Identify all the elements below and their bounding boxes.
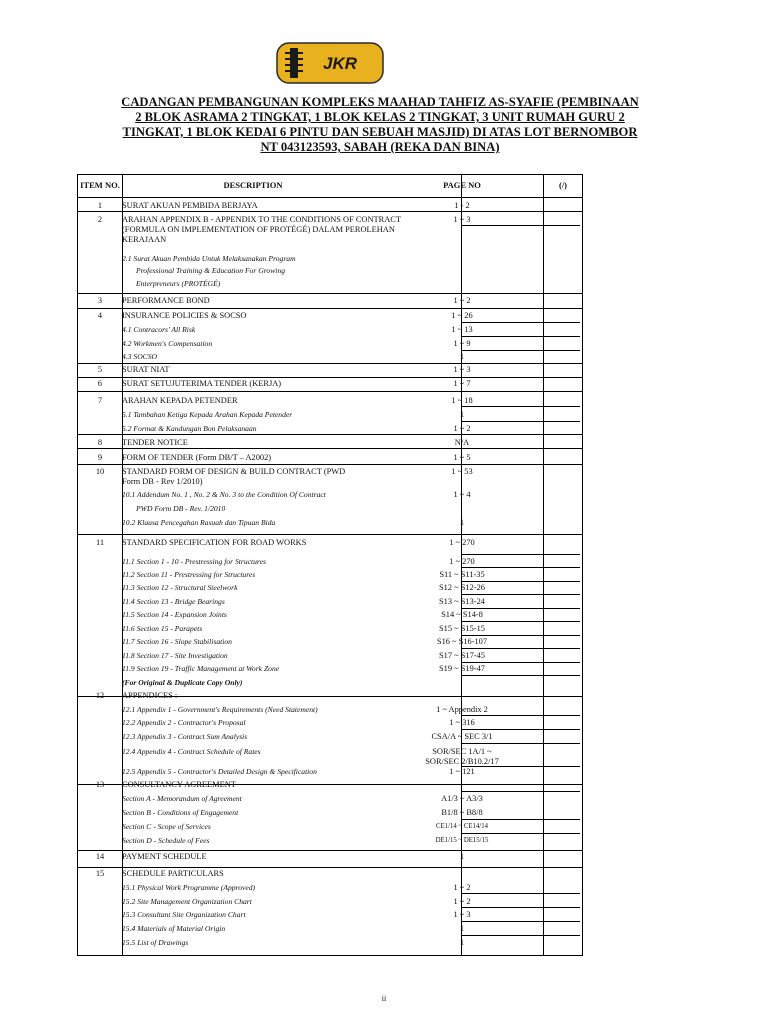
table-row	[78, 377, 582, 390]
item-page-range: S19 ~ S19-47	[439, 664, 485, 673]
item-page-range: 1	[459, 938, 465, 947]
item-number: 12	[95, 691, 105, 700]
item-number: 9	[97, 453, 103, 462]
item-description: Enterpreneurs (PROTÉGÉ)	[136, 279, 221, 288]
item-page-range: 1 ~ 3	[453, 910, 471, 919]
item-description: 11.2 Section 11 - Prestressing for Structures	[122, 570, 256, 579]
item-description: 12.2 Appendix 2 - Contractor's Proposal	[122, 718, 246, 727]
item-page-range: 1 ~ 270	[449, 538, 475, 547]
item-page-range: CE1/14 ~ CE14/14	[435, 823, 488, 830]
item-description: Section C - Scope of Services	[122, 822, 211, 831]
item-description: STANDARD FORM OF DESIGN & BUILD CONTRACT (PWD	[122, 467, 346, 476]
table-row	[78, 277, 582, 290]
item-page-range: 1	[459, 410, 465, 419]
page-number: ii	[381, 994, 387, 1003]
table-row	[78, 581, 582, 594]
item-page-range: 1 ~ 121	[449, 767, 475, 776]
table-row	[78, 792, 582, 805]
item-number: 7	[97, 396, 103, 405]
item-description: 15.2 Site Management Organization Chart	[122, 897, 252, 906]
item-page-range: 1	[459, 852, 465, 861]
item-page-range: CSA/A ~ SEC 3/1	[431, 732, 493, 741]
item-description: 11.5 Section 14 - Expansion Joints	[122, 610, 227, 619]
item-page-range: 1 ~ 2	[453, 424, 471, 433]
item-page-range: S17 ~ S17-45	[439, 651, 485, 660]
item-page-range: 1 ~ 2	[453, 883, 471, 892]
item-page-range: S12 ~ S12-26	[439, 583, 485, 592]
item-number: 10	[95, 467, 105, 476]
item-page-range: 1	[459, 352, 465, 361]
item-description: 12.1 Appendix 1 - Government's Requirements (Need Statement)	[122, 705, 318, 714]
item-page-range: 1 ~ 2	[453, 897, 471, 906]
item-page-range: 1 ~ 7	[453, 379, 471, 388]
item-page-range: 1	[459, 924, 465, 933]
table-row	[78, 536, 582, 549]
item-page-range: A1/3 ~ A3/3	[441, 794, 483, 803]
contents-table	[77, 174, 583, 956]
table-row	[78, 488, 582, 501]
item-description: 11.3 Section 12 - Structural Steelwork	[122, 583, 238, 592]
item-description: 11.6 Section 15 - Parapets	[122, 624, 203, 633]
table-row	[78, 834, 582, 847]
item-description: 15.3 Consultant Site Organization Chart	[122, 910, 246, 919]
item-page-range: S11 ~ S11-35	[439, 570, 485, 579]
item-page-range: 1 ~ 5	[453, 453, 471, 462]
item-number: 8	[97, 438, 103, 447]
item-description: FORM OF TENDER (Form DB/T – A2002)	[122, 453, 272, 462]
item-page-range: 1 ~ 2	[453, 296, 471, 305]
item-page-range: S14 ~ S14-8	[441, 610, 483, 619]
item-description: KERAJAAN	[122, 235, 167, 244]
item-description: 4.3 SOCSO	[122, 352, 158, 361]
table-row	[78, 867, 582, 880]
item-description: 11.4 Section 13 - Bridge Bearings	[122, 597, 225, 606]
title-line: CADANGAN PEMBANGUNAN KOMPLEKS MAAHAD TAHFIZ AS-SYAFIE (PEMBINAAN	[121, 95, 639, 109]
item-description: 15.1 Physical Work Programme (Approved)	[122, 883, 256, 892]
item-page-range: 1 ~ 270	[449, 557, 475, 566]
item-description: 12.5 Appendix 5 - Contractor's Detailed Design & Specification	[122, 767, 317, 776]
item-page-range: 1 ~ 26	[451, 311, 473, 320]
table-row	[78, 662, 582, 675]
item-description: 4.1 Contracors' All Risk	[122, 325, 196, 334]
table-row	[78, 922, 582, 935]
item-description: (FORMULA ON IMPLEMENTATION OF PROTÉGÉ) DALAM PEROLEHAN	[122, 225, 395, 234]
item-description: STANDARD SPECIFICATION FOR ROAD WORKS	[122, 538, 307, 547]
table-row	[78, 608, 582, 621]
item-number: 11	[95, 538, 105, 547]
document-title	[70, 95, 690, 155]
jkr-logo	[276, 42, 384, 84]
item-description: ARAHAN APPENDIX B - APPENDIX TO THE CONDITIONS OF CONTRACT	[122, 215, 401, 224]
header-description: DESCRIPTION	[223, 180, 283, 190]
item-number: 2	[97, 215, 103, 224]
table-row	[78, 936, 582, 949]
table-row	[78, 309, 582, 322]
item-number: 15	[95, 869, 105, 878]
table-row	[78, 716, 582, 729]
item-page-range: 1	[459, 518, 465, 527]
item-page-range: 1 ~ Appendix 2	[436, 705, 488, 714]
item-description: Section B - Conditions of Engagement	[122, 808, 239, 817]
item-description: CONSULTANCY AGREEMENT	[122, 780, 236, 789]
table-row	[78, 337, 582, 350]
item-description: 15.5 List of Drawings	[122, 938, 189, 947]
item-page-range: B1/8 ~ B8/8	[441, 808, 483, 817]
item-description: 15.4 Materials of Material Origin	[122, 924, 226, 933]
item-description: 4.2 Workmen's Compensation	[122, 339, 213, 348]
table-row	[78, 635, 582, 648]
item-description: APPENDICES :	[122, 691, 178, 700]
item-description: PERFORMANCE BOND	[122, 296, 210, 305]
item-description: ARAHAN KEPADA PETENDER	[122, 396, 238, 405]
title-line: TINGKAT, 1 BLOK KEDAI 6 PINTU DAN SEBUAH MASJID) DI ATAS LOT BERNOMBOR	[122, 125, 638, 139]
item-description: 2.1 Surat Akuan Pembida Untuk Melaksanakan Program	[122, 254, 296, 263]
table-row	[78, 595, 582, 608]
item-page-range: S16 ~ S16-107	[436, 637, 488, 646]
item-description: 10.2 Klausa Pencegahan Rasuah dan Tipuan Bida	[122, 518, 276, 527]
item-page-range: 1 ~ 53	[451, 467, 473, 476]
item-description: 12.3 Appendix 3 - Contract Sum Analysis	[122, 732, 248, 741]
table-row	[78, 451, 582, 464]
item-description: 11.7 Section 16 - Slope Stabilisation	[122, 637, 232, 646]
item-page-range: 1 - 2	[454, 201, 470, 210]
item-description: SCHEDULE PARTICULARS	[122, 869, 224, 878]
item-description: 11.1 Section 1 - 10 - Prestressing for Structures	[122, 557, 266, 566]
item-description: 5.2 Format & Kandungan Bon Pelaksanaan	[122, 424, 257, 433]
item-number: 6	[97, 379, 103, 388]
table-row	[78, 323, 582, 336]
item-description: Form DB - Rev 1/2010)	[122, 477, 203, 486]
title-line: 2 BLOK ASRAMA 2 TINGKAT, 1 BLOK KELAS 2 TINGKAT, 3 UNIT RUMAH GURU 2	[135, 110, 625, 124]
item-page-range: N/A	[454, 438, 470, 447]
item-page-range: 1 ~ 9	[453, 339, 471, 348]
item-description: 11.9 Section 19 - Traffic Management at Work Zone	[122, 664, 280, 673]
table-row	[78, 908, 582, 921]
logo-text: JKR	[322, 54, 358, 73]
item-page-range: SOR/SEC 2/B10.2/17	[425, 757, 499, 766]
item-description: 12.4 Appendix 4 - Contract Schedule of Rates	[122, 747, 261, 756]
item-description: Professional Training & Education For Growing	[136, 266, 286, 275]
table-row	[78, 649, 582, 662]
item-description: 11.8 Section 17 - Site Investigation	[122, 651, 228, 660]
item-description: SURAT NIAT	[122, 365, 170, 374]
item-number: 1	[97, 201, 103, 210]
item-page-range: SOR/SEC 1A/1 ~	[432, 747, 492, 756]
item-description: Section A - Memorandum of Agreement	[122, 794, 242, 803]
table-row	[78, 516, 582, 529]
item-description: 10.1 Addendum No. 1 , No. 2 & No. 3 to the Condition Of Contract	[122, 490, 326, 499]
table-row	[78, 820, 582, 833]
table-row	[78, 806, 582, 819]
table-row	[78, 730, 582, 743]
item-number: 4	[97, 311, 103, 320]
table-row	[78, 294, 582, 307]
table-row	[78, 363, 582, 376]
table-row	[78, 350, 582, 363]
table-row	[78, 622, 582, 635]
item-page-range: 1 ~ 13	[451, 325, 473, 334]
item-page-range: 1 ~ 4	[453, 490, 471, 499]
item-page-range: 1 ~ 3	[453, 365, 471, 374]
item-page-range: 1 ~ 316	[449, 718, 475, 727]
table-row	[78, 475, 582, 488]
item-description: 5.1 Tambahan Ketiga Kepada Arahan Kepada Petender	[122, 410, 293, 419]
item-description: PWD Form DB - Rev. 1/2010	[136, 504, 226, 513]
item-number: 13	[95, 780, 105, 789]
table-row	[78, 264, 582, 277]
item-description: SURAT AKUAN PEMBIDA BERJAYA	[122, 201, 258, 210]
title-line: NT 043123593, SABAH (REKA DAN BINA)	[260, 140, 500, 154]
item-description: TENDER NOTICE	[122, 438, 188, 447]
item-number: 5	[97, 365, 103, 374]
item-description: SURAT SETUJUTERIMA TENDER (KERJA)	[122, 379, 282, 388]
item-description: PAYMENT SCHEDULE	[122, 852, 207, 861]
table-row	[78, 408, 582, 421]
item-description: Section D - Schedule of Fees	[122, 836, 210, 845]
item-page-range: 1 ~ 3	[453, 215, 471, 224]
item-number: 14	[95, 852, 105, 861]
item-description: INSURANCE POLICIES & SOCSO	[122, 311, 247, 320]
item-page-range: S13 ~ S13-24	[439, 597, 485, 606]
table-row	[78, 568, 582, 581]
item-description: (For Original & Duplicate Copy Only)	[122, 678, 243, 687]
header-item-no: ITEM NO.	[80, 180, 120, 190]
header-check: (/)	[558, 180, 568, 190]
table-row	[78, 676, 582, 689]
table-row	[78, 502, 582, 515]
item-page-range: S15 ~ S15-15	[439, 624, 485, 633]
table-row	[78, 233, 582, 246]
item-page-range: 1 ~ 18	[451, 396, 473, 405]
item-page-range: DE1/15 ~ DE15/15	[435, 837, 489, 844]
table-row	[78, 850, 582, 863]
header-page-no: PAGE NO	[443, 180, 481, 190]
item-number: 3	[97, 296, 103, 305]
